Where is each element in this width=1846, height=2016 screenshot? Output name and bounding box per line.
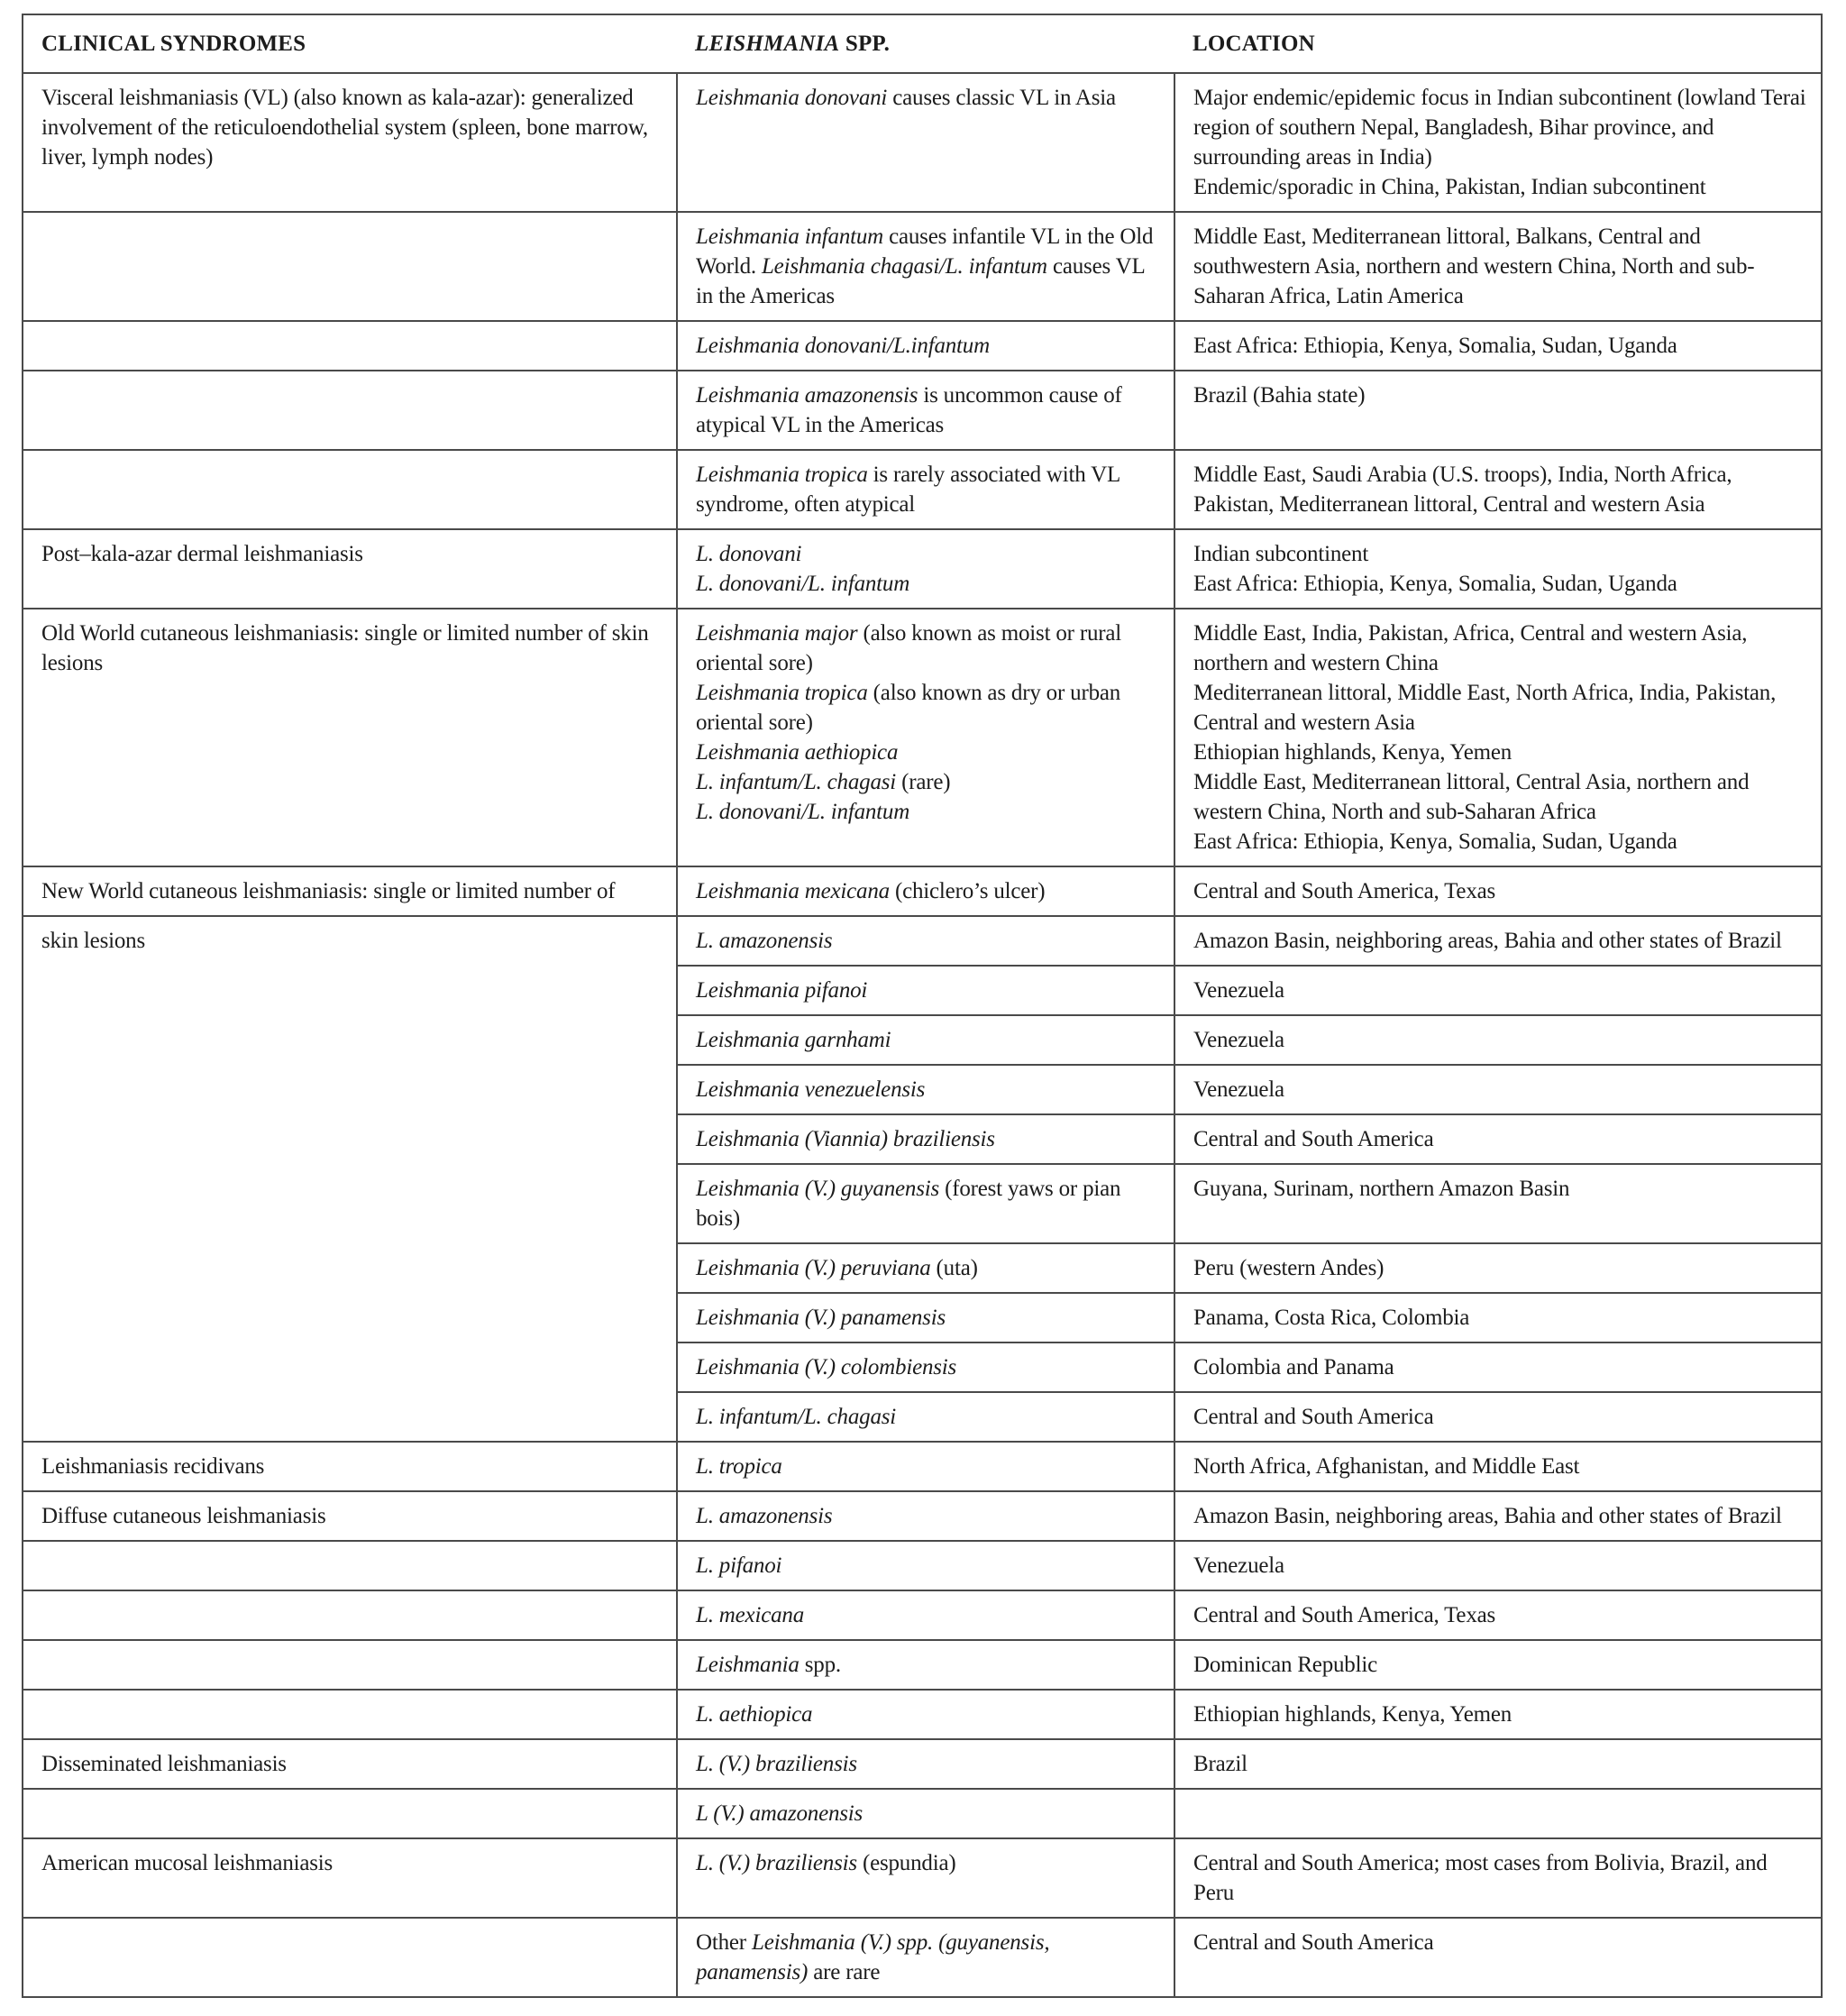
cell-paragraph	[1193, 1452, 1808, 1481]
table-row	[23, 1838, 1822, 1918]
cell-text: is rarely associated with VL syndrome, often atypical	[696, 463, 1120, 517]
species-name: L. aethiopica	[696, 1702, 813, 1727]
table-cell	[23, 73, 677, 212]
species-name: Leishmania (V.) peruviana	[696, 1256, 931, 1280]
cell-paragraph	[41, 619, 663, 678]
cell-text: Post–kala-azar dermal leishmaniasis	[41, 542, 363, 566]
table-cell	[677, 966, 1174, 1015]
cell-paragraph	[1193, 976, 1808, 1005]
table-cell	[23, 371, 677, 450]
table-cell	[23, 1640, 677, 1690]
cell-text: Other	[696, 1930, 752, 1955]
cell-text: New World cutaneous leishmaniasis: single or limited number of	[41, 879, 616, 903]
cell-paragraph	[1193, 1700, 1808, 1729]
cell-paragraph	[1193, 1928, 1808, 1957]
cell-paragraph	[696, 1402, 1161, 1432]
species-name: Leishmania major	[696, 621, 858, 646]
cell-text: North Africa, Afghanistan, and Middle East	[1193, 1454, 1580, 1479]
cell-paragraph	[696, 1025, 1161, 1055]
species-name: L. tropica	[696, 1454, 782, 1479]
cell-paragraph	[1193, 876, 1808, 906]
table-cell	[677, 529, 1174, 609]
table-cell	[23, 1789, 677, 1838]
cell-paragraph	[1193, 738, 1808, 767]
table-cell	[1174, 1739, 1822, 1789]
species-name: Leishmania infantum	[696, 225, 884, 249]
cell-text: Old World cutaneous leishmaniasis: single or limited number of skin lesions	[41, 621, 649, 675]
cell-paragraph	[1193, 569, 1808, 599]
cell-paragraph	[1193, 1749, 1808, 1779]
cell-text: Indian subcontinent	[1193, 542, 1369, 566]
cell-text: causes VL in the Americas	[696, 254, 1145, 308]
column-header	[1174, 14, 1822, 73]
cell-text: (also known as moist or rural oriental sore)	[696, 621, 1122, 675]
table-cell	[23, 1918, 677, 1997]
cell-text: (rare)	[896, 770, 951, 794]
cell-paragraph	[696, 569, 1161, 599]
table-cell	[23, 916, 677, 1442]
header-row	[23, 14, 1822, 73]
species-name: L. (V.) braziliensis	[696, 1851, 857, 1875]
table-cell	[1174, 609, 1822, 866]
table-row	[23, 1789, 1822, 1838]
table-cell	[23, 1690, 677, 1739]
table-row	[23, 73, 1822, 212]
cell-paragraph	[1193, 1124, 1808, 1154]
table-cell	[23, 1442, 677, 1491]
table-cell	[677, 1164, 1174, 1243]
table-cell	[677, 1838, 1174, 1918]
header-text: SPP.	[839, 32, 891, 56]
cell-paragraph	[696, 1928, 1161, 1987]
cell-text: is uncommon cause of atypical VL in the Americas	[696, 383, 1122, 437]
cell-paragraph	[696, 460, 1161, 519]
cell-text: Ethiopian highlands, Kenya, Yemen	[1193, 1702, 1512, 1727]
species-name: Leishmania donovani	[696, 86, 888, 110]
table-row	[23, 321, 1822, 371]
table-cell	[1174, 1640, 1822, 1690]
cell-text: (forest yaws or pian bois)	[696, 1177, 1121, 1231]
table-cell	[1174, 73, 1822, 212]
cell-text: Amazon Basin, neighboring areas, Bahia and other states of Brazil	[1193, 1504, 1782, 1528]
table-cell	[677, 1918, 1174, 1997]
table-cell	[677, 1590, 1174, 1640]
cell-text: East Africa: Ethiopia, Kenya, Somalia, Sudan, Uganda	[1193, 572, 1677, 596]
table-cell	[23, 450, 677, 529]
species-name: L (V.) amazonensis	[696, 1801, 864, 1826]
table-cell	[1174, 1491, 1822, 1541]
cell-text: Diffuse cutaneous leishmaniasis	[41, 1504, 326, 1528]
species-name: L. donovani/L. infantum	[696, 800, 910, 824]
header-text: LOCATION	[1193, 32, 1315, 56]
table-cell	[23, 1590, 677, 1640]
cell-text: Venezuela	[1193, 1028, 1284, 1052]
table-cell	[677, 371, 1174, 450]
cell-paragraph	[696, 1501, 1161, 1531]
cell-paragraph	[41, 1749, 663, 1779]
table-cell	[1174, 1065, 1822, 1114]
cell-paragraph	[41, 876, 663, 906]
table-cell	[1174, 529, 1822, 609]
table-cell	[23, 1541, 677, 1590]
cell-text: East Africa: Ethiopia, Kenya, Somalia, Sudan, Uganda	[1193, 829, 1677, 854]
table-row	[23, 1739, 1822, 1789]
cell-paragraph	[696, 1124, 1161, 1154]
table-cell	[677, 1065, 1174, 1114]
table-cell	[677, 866, 1174, 916]
table-row	[23, 212, 1822, 321]
table-row	[23, 1491, 1822, 1541]
cell-text: Panama, Costa Rica, Colombia	[1193, 1306, 1470, 1330]
cell-text: Brazil	[1193, 1752, 1247, 1776]
cell-text: Central and South America, Texas	[1193, 879, 1496, 903]
table-cell	[677, 1114, 1174, 1164]
cell-paragraph	[1193, 1303, 1808, 1333]
cell-text: Amazon Basin, neighboring areas, Bahia and other states of Brazil	[1193, 929, 1782, 953]
cell-text: Middle East, Mediterranean littoral, Central Asia, northern and western China, North and sub-Saharan Africa	[1193, 770, 1750, 824]
table-cell	[677, 1392, 1174, 1442]
cell-paragraph	[1193, 331, 1808, 361]
cell-paragraph	[41, 539, 663, 569]
species-name: L. donovani	[696, 542, 802, 566]
table-cell	[23, 212, 677, 321]
cell-text: Venezuela	[1193, 978, 1284, 1003]
cell-paragraph	[696, 767, 1161, 797]
table-cell	[677, 609, 1174, 866]
cell-paragraph	[1193, 1352, 1808, 1382]
cell-text: are rare	[808, 1960, 881, 1984]
table-cell	[677, 212, 1174, 321]
table-row	[23, 450, 1822, 529]
cell-text: American mucosal leishmaniasis	[41, 1851, 334, 1875]
table-cell	[1174, 450, 1822, 529]
cell-text: Colombia and Panama	[1193, 1355, 1394, 1379]
species-name: Leishmania tropica	[696, 463, 868, 487]
table-cell	[1174, 866, 1822, 916]
table-cell	[1174, 1838, 1822, 1918]
cell-text: Leishmaniasis recidivans	[41, 1454, 265, 1479]
table-cell	[23, 866, 677, 916]
cell-text: Guyana, Surinam, northern Amazon Basin	[1193, 1177, 1570, 1201]
cell-text: (uta)	[930, 1256, 978, 1280]
table-header	[23, 14, 1822, 73]
cell-paragraph	[696, 83, 1161, 113]
table-cell	[1174, 371, 1822, 450]
species-name: L. donovani/L. infantum	[696, 572, 910, 596]
cell-paragraph	[1193, 678, 1808, 738]
cell-text: (also known as dry or urban oriental sore)	[696, 681, 1121, 735]
table-body	[23, 73, 1822, 1997]
cell-paragraph	[696, 539, 1161, 569]
cell-text: Middle East, India, Pakistan, Africa, Central and western Asia, northern and western China	[1193, 621, 1748, 675]
species-name: Leishmania garnhami	[696, 1028, 891, 1052]
species-name: Leishmania chagasi/L. infantum	[761, 254, 1047, 279]
table-cell	[677, 1789, 1174, 1838]
cell-text: causes classic VL in Asia	[887, 86, 1116, 110]
table-cell	[677, 1293, 1174, 1342]
cell-paragraph	[696, 1174, 1161, 1233]
cell-paragraph	[696, 678, 1161, 738]
cell-text: Brazil (Bahia state)	[1193, 383, 1366, 408]
table-cell	[23, 609, 677, 866]
cell-paragraph	[1193, 1650, 1808, 1680]
species-name: Leishmania mexicana	[696, 879, 890, 903]
cell-paragraph	[696, 1848, 1161, 1878]
table-row	[23, 1690, 1822, 1739]
table-cell	[677, 1442, 1174, 1491]
cell-text: Disseminated leishmaniasis	[41, 1752, 287, 1776]
cell-paragraph	[41, 926, 663, 956]
cell-paragraph	[696, 738, 1161, 767]
table-cell	[1174, 1392, 1822, 1442]
cell-paragraph	[1193, 539, 1808, 569]
table-cell	[1174, 1789, 1822, 1838]
cell-paragraph	[696, 380, 1161, 440]
table-cell	[677, 1640, 1174, 1690]
species-name: L. infantum/L. chagasi	[696, 1405, 897, 1429]
table-cell	[677, 1739, 1174, 1789]
cell-paragraph	[696, 1600, 1161, 1630]
cell-text: skin lesions	[41, 929, 145, 953]
species-name: Leishmania aethiopica	[696, 740, 899, 765]
table-cell	[23, 529, 677, 609]
cell-text: causes infantile VL in the Old World.	[696, 225, 1154, 279]
table-cell	[677, 1541, 1174, 1590]
cell-text: Major endemic/epidemic focus in Indian subcontinent (lowland Terai region of southern Nepal, Bangladesh, Bihar province, and surrounding areas in India)	[1193, 86, 1806, 170]
cell-text: Ethiopian highlands, Kenya, Yemen	[1193, 740, 1512, 765]
cell-paragraph	[696, 1799, 1161, 1828]
cell-paragraph	[696, 876, 1161, 906]
species-name: L. mexicana	[696, 1603, 804, 1627]
species-name: Leishmania (Viannia) braziliensis	[696, 1127, 995, 1151]
species-name: Leishmania (V.) guyanensis	[696, 1177, 940, 1201]
cell-paragraph	[696, 797, 1161, 827]
table-cell	[677, 916, 1174, 966]
cell-paragraph	[1193, 172, 1808, 202]
table-row	[23, 609, 1822, 866]
genus-name-header: LEISHMANIA	[695, 32, 840, 56]
species-name: Leishmania (V.) spp. (guyanensis, panamensis)	[696, 1930, 1050, 1984]
cell-paragraph	[696, 976, 1161, 1005]
cell-paragraph	[696, 1749, 1161, 1779]
cell-paragraph	[41, 1452, 663, 1481]
table-cell	[23, 1491, 677, 1541]
table-cell	[23, 1838, 677, 1918]
cell-text: Middle East, Saudi Arabia (U.S. troops), India, North Africa, Pakistan, Mediterranean littoral, Central and western Asia	[1193, 463, 1732, 517]
cell-paragraph	[1193, 1551, 1808, 1581]
cell-paragraph	[1193, 926, 1808, 956]
cell-paragraph	[1193, 1402, 1808, 1432]
species-name: L. pifanoi	[696, 1553, 782, 1578]
cell-paragraph	[696, 1452, 1161, 1481]
cell-paragraph	[1193, 767, 1808, 827]
table-cell	[1174, 321, 1822, 371]
cell-text: Venezuela	[1193, 1553, 1284, 1578]
table-cell	[677, 73, 1174, 212]
cell-paragraph	[696, 1075, 1161, 1104]
table-row	[23, 371, 1822, 450]
species-name: Leishmania amazonensis	[696, 383, 918, 408]
cell-paragraph	[1193, 1501, 1808, 1531]
table-cell	[1174, 212, 1822, 321]
cell-text: Middle East, Mediterranean littoral, Balkans, Central and southwestern Asia, northern and western China, North and sub-Saharan Africa, Latin America	[1193, 225, 1755, 308]
cell-paragraph	[696, 926, 1161, 956]
leishmaniasis-syndrome-table	[22, 14, 1823, 1998]
species-name: L. infantum/L. chagasi	[696, 770, 897, 794]
table-cell	[677, 1690, 1174, 1739]
cell-paragraph	[696, 1253, 1161, 1283]
cell-paragraph	[696, 619, 1161, 678]
table-row	[23, 1442, 1822, 1491]
cell-paragraph	[1193, 1025, 1808, 1055]
table-cell	[1174, 1015, 1822, 1065]
cell-text: Central and South America; most cases from Bolivia, Brazil, and Peru	[1193, 1851, 1768, 1905]
table-row	[23, 916, 1822, 966]
table-row	[23, 1640, 1822, 1690]
table-cell	[1174, 966, 1822, 1015]
header-text: CLINICAL SYNDROMES	[41, 32, 306, 56]
species-name: Leishmania (V.) panamensis	[696, 1306, 946, 1330]
cell-text: Central and South America	[1193, 1930, 1434, 1955]
cell-paragraph	[696, 331, 1161, 361]
cell-paragraph	[1193, 827, 1808, 857]
cell-text: Mediterranean littoral, Middle East, North Africa, India, Pakistan, Central and western Asia	[1193, 681, 1777, 735]
cell-paragraph	[696, 1303, 1161, 1333]
table-row	[23, 1590, 1822, 1640]
table-cell	[677, 1491, 1174, 1541]
cell-text: Central and South America	[1193, 1127, 1434, 1151]
table-row	[23, 1541, 1822, 1590]
table-cell	[23, 1739, 677, 1789]
cell-text: Visceral leishmaniasis (VL) (also known as kala-azar): generalized involvement of the reticuloendothelial system (spleen, bone marrow, liver, lymph nodes)	[41, 86, 648, 170]
cell-text: Central and South America, Texas	[1193, 1603, 1496, 1627]
species-name: Leishmania venezuelensis	[696, 1077, 926, 1102]
species-name: Leishmania	[696, 1653, 800, 1677]
cell-text: East Africa: Ethiopia, Kenya, Somalia, Sudan, Uganda	[1193, 334, 1677, 358]
cell-text: Central and South America	[1193, 1405, 1434, 1429]
column-header	[23, 14, 677, 73]
cell-text: spp.	[799, 1653, 841, 1677]
species-name: Leishmania tropica	[696, 681, 868, 705]
cell-paragraph	[1193, 619, 1808, 678]
cell-paragraph	[1193, 1253, 1808, 1283]
cell-paragraph	[1193, 1075, 1808, 1104]
table-row	[23, 1918, 1822, 1997]
cell-text: Peru (western Andes)	[1193, 1256, 1384, 1280]
table-cell	[1174, 1918, 1822, 1997]
table-cell	[1174, 1690, 1822, 1739]
species-name: Leishmania pifanoi	[696, 978, 868, 1003]
table-cell	[677, 1015, 1174, 1065]
cell-text: Venezuela	[1193, 1077, 1284, 1102]
table-row	[23, 866, 1822, 916]
cell-paragraph	[696, 1352, 1161, 1382]
table-cell	[1174, 1541, 1822, 1590]
table-cell	[1174, 1243, 1822, 1293]
cell-paragraph	[696, 1700, 1161, 1729]
cell-paragraph	[41, 83, 663, 172]
cell-text: (chiclero’s ulcer)	[889, 879, 1046, 903]
cell-text: Endemic/sporadic in China, Pakistan, Indian subcontinent	[1193, 175, 1706, 199]
species-name: L. (V.) braziliensis	[696, 1752, 857, 1776]
table-cell	[1174, 1590, 1822, 1640]
species-name: L. amazonensis	[696, 929, 833, 953]
cell-paragraph	[1193, 1600, 1808, 1630]
cell-paragraph	[1193, 222, 1808, 311]
cell-paragraph	[696, 1650, 1161, 1680]
table-cell	[23, 321, 677, 371]
table-cell	[1174, 1293, 1822, 1342]
cell-text: Dominican Republic	[1193, 1653, 1377, 1677]
cell-paragraph	[41, 1501, 663, 1531]
column-header	[677, 14, 1174, 73]
table-cell	[677, 1342, 1174, 1392]
cell-paragraph	[1193, 1174, 1808, 1204]
table-cell	[1174, 1164, 1822, 1243]
cell-paragraph	[1193, 380, 1808, 410]
cell-text: (espundia)	[856, 1851, 956, 1875]
cell-paragraph	[696, 222, 1161, 311]
cell-paragraph	[1193, 460, 1808, 519]
table-cell	[677, 1243, 1174, 1293]
cell-paragraph	[1193, 1848, 1808, 1908]
species-name: L. amazonensis	[696, 1504, 833, 1528]
species-name: Leishmania (V.) colombiensis	[696, 1355, 957, 1379]
species-name: Leishmania donovani/L.infantum	[696, 334, 990, 358]
table-row	[23, 529, 1822, 609]
cell-paragraph	[696, 1551, 1161, 1581]
cell-paragraph	[1193, 83, 1808, 172]
table-cell	[1174, 916, 1822, 966]
table-cell	[1174, 1114, 1822, 1164]
table-cell	[1174, 1342, 1822, 1392]
table-cell	[677, 450, 1174, 529]
table-cell	[677, 321, 1174, 371]
cell-paragraph	[41, 1848, 663, 1878]
table-cell	[1174, 1442, 1822, 1491]
